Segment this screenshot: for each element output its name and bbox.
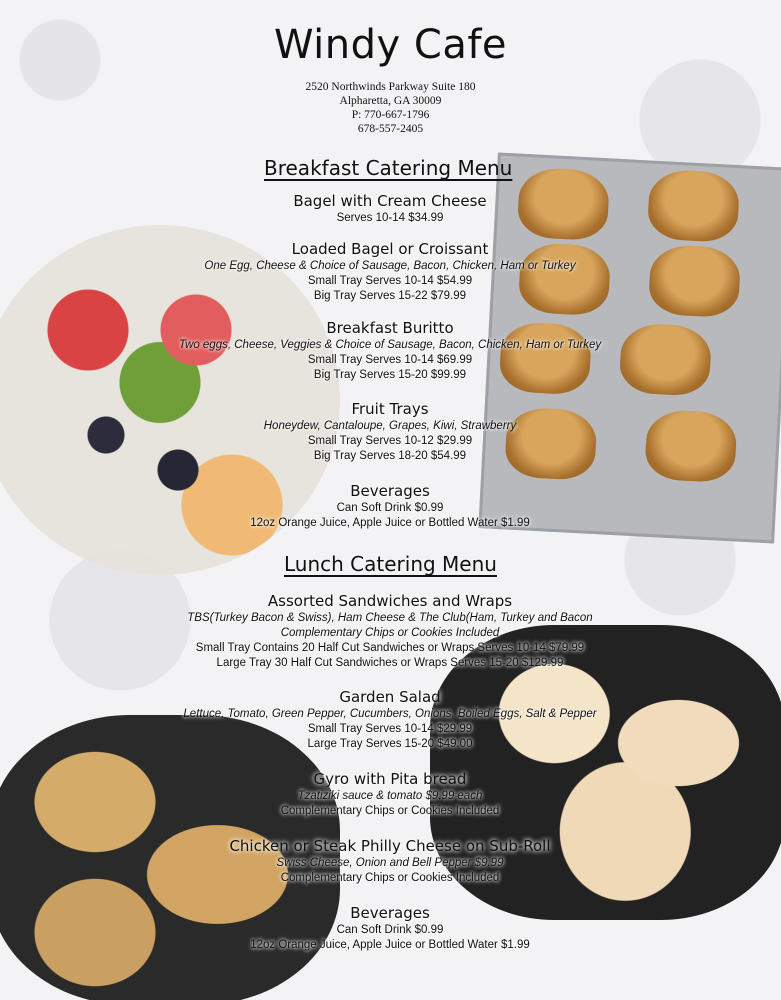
menu-item-philly-cheese: Chicken or Steak Philly Cheese on Sub-Roll Swiss Cheese, Onion and Bell Pepper $9.99 Complementary Chips or Cookies Included [229, 837, 551, 884]
menu-item-fruit-trays: Fruit Trays Honeydew, Cantaloupe, Grapes, Kiwi, Strawberry Small Tray Serves 10-12 $29.99 Big Tray Serves 18-20 $54.99 [263, 400, 517, 462]
menu-item-gyro: Gyro with Pita bread Tzatiziki sauce & tomato $9.99 each Complementary Chips or Cookies Included [280, 770, 500, 817]
menu-item-lunch-beverages: Beverages Can Soft Drink $0.99 12oz Orange Juice, Apple Juice or Bottled Water $1.99 [250, 904, 530, 951]
menu-item-garden-salad: Garden Salad Lettuce, Tomato, Green Pepper, Cucumbers, Onions, Boiled Eggs, Salt & Pepper Small Tray Serves 10-14 $29.99 Large Tray Serves 15-20 $49.00 [183, 688, 597, 750]
lunch-section-title: Lunch Catering Menu [284, 552, 497, 576]
cafe-name: Windy Cafe [273, 22, 508, 68]
menu-item-breakfast-beverages: Beverages Can Soft Drink $0.99 12oz Orange Juice, Apple Juice or Bottled Water $1.99 [250, 482, 530, 529]
breakfast-section-title: Breakfast Catering Menu [264, 156, 513, 180]
menu-item-sandwiches-wraps: Assorted Sandwiches and Wraps TBS(Turkey Bacon & Swiss), Ham Cheese & The Club(Ham, Turkey and Bacon Complementary Chips or Cookies Included Small Tray Contains 20 Half Cut Sandwiches or Wraps Serves 10-14 $79.99 Large Tray 30 Half Cut Sandwiches or Wraps Serves 15-20 $129.99 [187, 592, 593, 669]
menu-item-bagel: Bagel with Cream Cheese Serves 10-14 $34.99 [293, 192, 487, 224]
menu-item-loaded-bagel: Loaded Bagel or Croissant One Egg, Cheese & Choice of Sausage, Bacon, Chicken, Ham or Turkey Small Tray Serves 10-14 $54.99 Big Tray Serves 15-22 $79.99 [204, 240, 576, 302]
cafe-address: 2520 Northwinds Parkway Suite 180 Alpharetta, GA 30009 P: 770-667-1796 678-557-2405 [305, 81, 476, 135]
menu-item-breakfast-burrito: Breakfast Buritto Two eggs, Cheese, Veggies & Choice of Sausage, Bacon, Chicken, Ham or Turkey Small Tray Serves 10-14 $69.99 Big Tray Serves 15-20 $99.99 [178, 319, 602, 381]
